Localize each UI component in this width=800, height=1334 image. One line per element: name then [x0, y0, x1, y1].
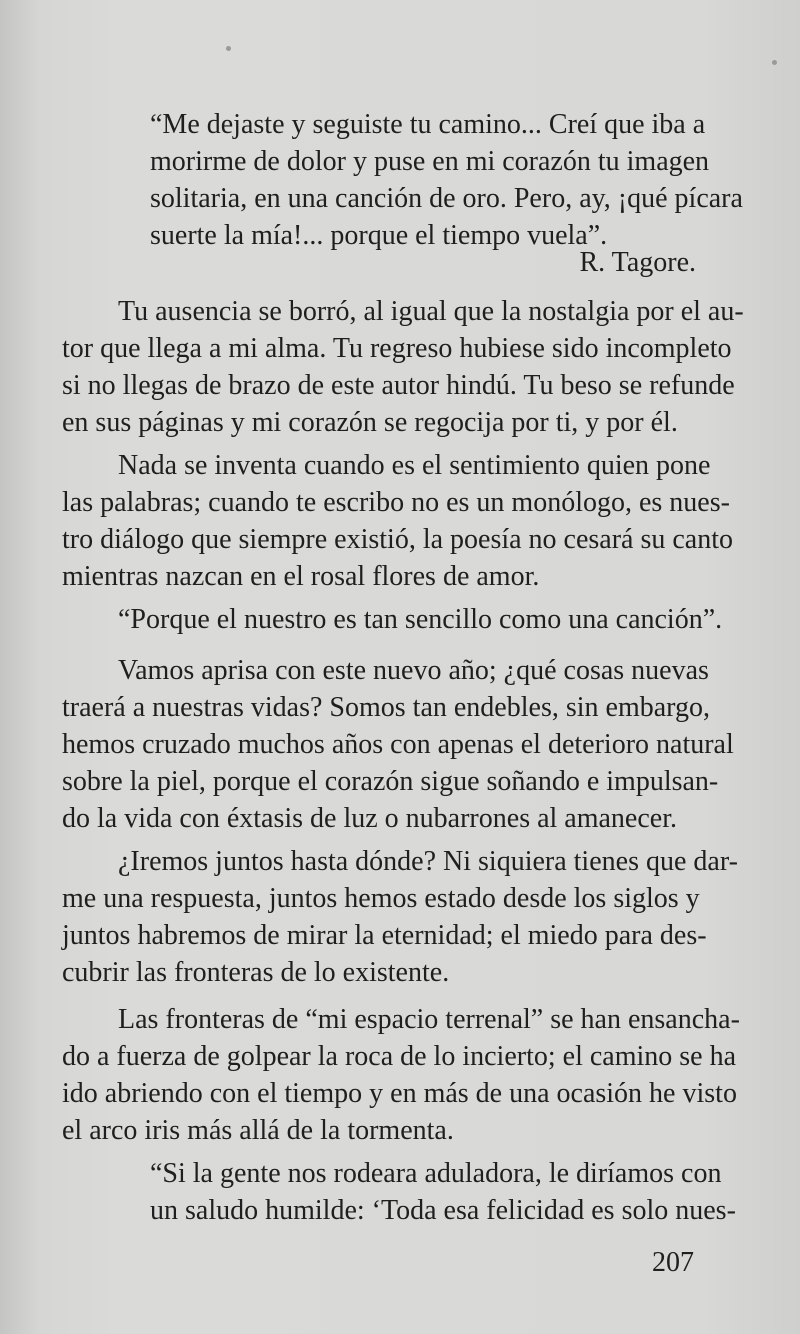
text-line: si no llegas de brazo de este autor hindú. Tu beso se refunde — [62, 370, 735, 401]
text-line: me una respuesta, juntos hemos estado desde los siglos y — [62, 883, 700, 914]
text-line: cubrir las fronteras de lo existente. — [62, 957, 450, 988]
text-line: solitaria, en una canción de oro. Pero, ay, ¡qué pícara — [150, 183, 743, 214]
text-line: hemos cruzado muchos años con apenas el deterioro natural — [62, 729, 734, 760]
text-line: suerte la mía!... porque el tiempo vuela”. — [150, 220, 608, 251]
text-line: un saludo humilde: ‘Toda esa felicidad es solo nues- — [150, 1195, 736, 1226]
text-line: el arco iris más allá de la tormenta. — [62, 1115, 454, 1146]
page-number: 207 — [652, 1247, 694, 1278]
text-line: Nada se inventa cuando es el sentimiento quien pone — [118, 450, 711, 481]
text-line: traerá a nuestras vidas? Somos tan endebles, sin embargo, — [62, 692, 710, 723]
text-line: tor que llega a mi alma. Tu regreso hubiese sido incompleto — [62, 333, 732, 364]
text-line: “Me dejaste y seguiste tu camino... Creí que iba a — [150, 109, 706, 140]
text-line: las palabras; cuando te escribo no es un monólogo, es nues- — [62, 487, 730, 518]
text-line: ¿Iremos juntos hasta dónde? Ni siquiera tienes que dar- — [118, 846, 738, 877]
text-line: Tu ausencia se borró, al igual que la nostalgia por el au- — [118, 296, 744, 327]
text-line: do a fuerza de golpear la roca de lo incierto; el camino se ha — [62, 1041, 737, 1072]
text-line: sobre la piel, porque el corazón sigue soñando e impulsan- — [62, 766, 719, 797]
text-line: morirme de dolor y puse en mi corazón tu imagen — [150, 146, 710, 177]
text-line: do la vida con éxtasis de luz o nubarrones al amanecer. — [62, 803, 677, 834]
text-line: “Si la gente nos rodeara aduladora, le diríamos con — [150, 1158, 722, 1189]
scan-speck — [226, 46, 231, 51]
text-line: Las fronteras de “mi espacio terrenal” se han ensancha- — [118, 1004, 740, 1035]
quote-attribution: R. Tagore. — [579, 247, 696, 278]
text-line: tro diálogo que siempre existió, la poesía no cesará su canto — [62, 524, 734, 555]
text-line: “Porque el nuestro es tan sencillo como una canción”. — [118, 604, 723, 635]
text-line: Vamos aprisa con este nuevo año; ¿qué cosas nuevas — [118, 655, 709, 686]
text-line: mientras nazcan en el rosal flores de amor. — [62, 561, 540, 592]
text-line: juntos habremos de mirar la eternidad; el miedo para des- — [62, 920, 707, 951]
text-line: ido abriendo con el tiempo y en más de una ocasión he visto — [62, 1078, 737, 1109]
scan-speck — [772, 60, 777, 65]
text-line: en sus páginas y mi corazón se regocija por ti, y por él. — [62, 407, 678, 438]
